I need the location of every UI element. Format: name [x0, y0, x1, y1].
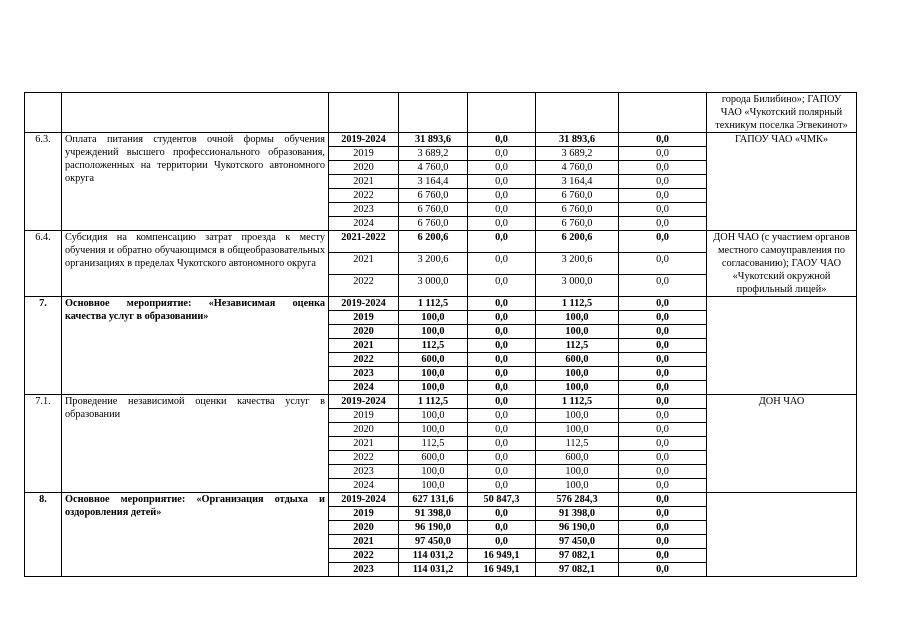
federal-cell: 16 949,1 — [468, 549, 536, 563]
year-cell: 2023 — [329, 203, 399, 217]
section-name: Оплата питания студентов очной формы обучения учреждений высшего профессионального образования, расположенных на территории Чукотского автономного округа — [62, 133, 329, 231]
other-cell: 0,0 — [619, 203, 707, 217]
other-cell: 0,0 — [619, 189, 707, 203]
federal-cell: 0,0 — [468, 325, 536, 339]
other-cell: 0,0 — [619, 479, 707, 493]
okrug-cell: 100,0 — [536, 409, 619, 423]
okrug-cell: 100,0 — [536, 311, 619, 325]
federal-cell: 0,0 — [468, 367, 536, 381]
other-cell: 0,0 — [619, 395, 707, 409]
okrug-cell: 600,0 — [536, 451, 619, 465]
year-cell: 2019 — [329, 311, 399, 325]
okrug-cell: 3 200,6 — [536, 253, 619, 275]
okrug-cell: 6 200,6 — [536, 231, 619, 253]
year-cell: 2022 — [329, 451, 399, 465]
other-cell: 0,0 — [619, 507, 707, 521]
okrug-cell: 4 760,0 — [536, 161, 619, 175]
other-cell: 0,0 — [619, 297, 707, 311]
total-cell: 3 000,0 — [399, 275, 468, 297]
total-cell: 1 112,5 — [399, 395, 468, 409]
total-cell: 114 031,2 — [399, 549, 468, 563]
federal-cell: 0,0 — [468, 217, 536, 231]
okrug-cell: 6 760,0 — [536, 189, 619, 203]
okrug-cell: 3 000,0 — [536, 275, 619, 297]
section-number: 7. — [25, 297, 62, 395]
year-cell: 2022 — [329, 549, 399, 563]
cell-fed — [468, 93, 536, 133]
other-cell: 0,0 — [619, 437, 707, 451]
federal-cell: 0,0 — [468, 275, 536, 297]
federal-cell: 0,0 — [468, 507, 536, 521]
total-cell: 3 689,2 — [399, 147, 468, 161]
total-cell: 6 760,0 — [399, 189, 468, 203]
okrug-cell: 100,0 — [536, 325, 619, 339]
okrug-cell: 100,0 — [536, 381, 619, 395]
total-cell: 31 893,6 — [399, 133, 468, 147]
total-cell: 100,0 — [399, 479, 468, 493]
other-cell: 0,0 — [619, 231, 707, 253]
federal-cell: 0,0 — [468, 437, 536, 451]
total-cell: 100,0 — [399, 423, 468, 437]
section-number: 6.3. — [25, 133, 62, 231]
okrug-cell: 100,0 — [536, 479, 619, 493]
year-cell: 2023 — [329, 563, 399, 577]
year-cell: 2023 — [329, 367, 399, 381]
okrug-cell: 31 893,6 — [536, 133, 619, 147]
total-cell: 1 112,5 — [399, 297, 468, 311]
other-cell: 0,0 — [619, 423, 707, 437]
section-responsible — [707, 297, 857, 395]
cell-total — [399, 93, 468, 133]
other-cell: 0,0 — [619, 535, 707, 549]
total-cell: 600,0 — [399, 451, 468, 465]
total-cell: 6 760,0 — [399, 203, 468, 217]
other-cell: 0,0 — [619, 275, 707, 297]
other-cell: 0,0 — [619, 217, 707, 231]
okrug-cell: 112,5 — [536, 339, 619, 353]
total-cell: 114 031,2 — [399, 563, 468, 577]
other-cell: 0,0 — [619, 353, 707, 367]
other-cell: 0,0 — [619, 549, 707, 563]
other-cell: 0,0 — [619, 339, 707, 353]
total-cell: 100,0 — [399, 311, 468, 325]
okrug-cell: 1 112,5 — [536, 297, 619, 311]
section-responsible: ДОН ЧАО — [707, 395, 857, 493]
year-cell: 2019 — [329, 409, 399, 423]
year-cell: 2020 — [329, 161, 399, 175]
year-cell: 2022 — [329, 189, 399, 203]
year-cell: 2023 — [329, 465, 399, 479]
okrug-cell: 576 284,3 — [536, 493, 619, 507]
total-cell: 4 760,0 — [399, 161, 468, 175]
table-row — [25, 231, 857, 253]
okrug-cell: 112,5 — [536, 437, 619, 451]
year-cell: 2024 — [329, 217, 399, 231]
year-cell: 2019-2024 — [329, 493, 399, 507]
federal-cell: 0,0 — [468, 353, 536, 367]
okrug-cell: 91 398,0 — [536, 507, 619, 521]
table-row — [25, 133, 857, 147]
okrug-cell: 100,0 — [536, 465, 619, 479]
year-cell: 2021 — [329, 535, 399, 549]
year-cell: 2021 — [329, 175, 399, 189]
cell-okr — [536, 93, 619, 133]
cell-responsible: города Билибино»; ГАПОУ ЧАО «Чукотский полярный техникум поселка Эгвекинот» — [707, 93, 857, 133]
federal-cell: 0,0 — [468, 189, 536, 203]
total-cell: 100,0 — [399, 367, 468, 381]
total-cell: 3 164,4 — [399, 175, 468, 189]
other-cell: 0,0 — [619, 465, 707, 479]
continuation-row — [25, 93, 857, 133]
cell-year — [329, 93, 399, 133]
other-cell: 0,0 — [619, 381, 707, 395]
federal-cell: 0,0 — [468, 147, 536, 161]
federal-cell: 0,0 — [468, 381, 536, 395]
okrug-cell: 97 082,1 — [536, 563, 619, 577]
federal-cell: 0,0 — [468, 161, 536, 175]
year-cell: 2021-2022 — [329, 231, 399, 253]
other-cell: 0,0 — [619, 133, 707, 147]
section-number: 8. — [25, 493, 62, 577]
other-cell: 0,0 — [619, 311, 707, 325]
section-responsible — [707, 493, 857, 577]
total-cell: 97 450,0 — [399, 535, 468, 549]
federal-cell: 0,0 — [468, 409, 536, 423]
total-cell: 6 200,6 — [399, 231, 468, 253]
table-row — [25, 395, 857, 409]
total-cell: 100,0 — [399, 381, 468, 395]
total-cell: 100,0 — [399, 465, 468, 479]
year-cell: 2021 — [329, 339, 399, 353]
federal-cell: 0,0 — [468, 395, 536, 409]
total-cell: 100,0 — [399, 409, 468, 423]
okrug-cell: 97 450,0 — [536, 535, 619, 549]
year-cell: 2021 — [329, 253, 399, 275]
total-cell: 600,0 — [399, 353, 468, 367]
okrug-cell: 600,0 — [536, 353, 619, 367]
other-cell: 0,0 — [619, 367, 707, 381]
okrug-cell: 100,0 — [536, 367, 619, 381]
total-cell: 112,5 — [399, 437, 468, 451]
federal-cell: 0,0 — [468, 479, 536, 493]
total-cell: 6 760,0 — [399, 217, 468, 231]
total-cell: 627 131,6 — [399, 493, 468, 507]
year-cell: 2024 — [329, 479, 399, 493]
year-cell: 2021 — [329, 437, 399, 451]
year-cell: 2020 — [329, 521, 399, 535]
federal-cell: 0,0 — [468, 423, 536, 437]
section-number: 7.1. — [25, 395, 62, 493]
okrug-cell: 3 164,4 — [536, 175, 619, 189]
year-cell: 2020 — [329, 423, 399, 437]
federal-cell: 0,0 — [468, 465, 536, 479]
total-cell: 3 200,6 — [399, 253, 468, 275]
cell-name — [62, 93, 329, 133]
federal-cell: 0,0 — [468, 311, 536, 325]
year-cell: 2019-2024 — [329, 133, 399, 147]
federal-cell: 0,0 — [468, 521, 536, 535]
other-cell: 0,0 — [619, 563, 707, 577]
other-cell: 0,0 — [619, 147, 707, 161]
year-cell: 2022 — [329, 353, 399, 367]
section-responsible: ГАПОУ ЧАО «ЧМК» — [707, 133, 857, 231]
total-cell: 112,5 — [399, 339, 468, 353]
other-cell: 0,0 — [619, 325, 707, 339]
federal-cell: 0,0 — [468, 339, 536, 353]
section-number: 6.4. — [25, 231, 62, 297]
okrug-cell: 96 190,0 — [536, 521, 619, 535]
year-cell: 2019 — [329, 147, 399, 161]
year-cell: 2022 — [329, 275, 399, 297]
total-cell: 96 190,0 — [399, 521, 468, 535]
other-cell: 0,0 — [619, 493, 707, 507]
other-cell: 0,0 — [619, 253, 707, 275]
federal-cell: 0,0 — [468, 451, 536, 465]
cell-other — [619, 93, 707, 133]
federal-cell: 50 847,3 — [468, 493, 536, 507]
federal-cell: 0,0 — [468, 175, 536, 189]
okrug-cell: 6 760,0 — [536, 203, 619, 217]
year-cell: 2019-2024 — [329, 395, 399, 409]
federal-cell: 0,0 — [468, 231, 536, 253]
budget-table — [24, 92, 857, 577]
table-row — [25, 297, 857, 311]
federal-cell: 0,0 — [468, 297, 536, 311]
section-responsible: ДОН ЧАО (с участием органов местного самоуправления по согласованию); ГАОУ ЧАО «Чукотский окружной профильный лицей» — [707, 231, 857, 297]
federal-cell: 0,0 — [468, 253, 536, 275]
total-cell: 91 398,0 — [399, 507, 468, 521]
okrug-cell: 97 082,1 — [536, 549, 619, 563]
other-cell: 0,0 — [619, 175, 707, 189]
year-cell: 2020 — [329, 325, 399, 339]
okrug-cell: 100,0 — [536, 423, 619, 437]
other-cell: 0,0 — [619, 409, 707, 423]
federal-cell: 16 949,1 — [468, 563, 536, 577]
okrug-cell: 1 112,5 — [536, 395, 619, 409]
okrug-cell: 6 760,0 — [536, 217, 619, 231]
other-cell: 0,0 — [619, 451, 707, 465]
other-cell: 0,0 — [619, 161, 707, 175]
okrug-cell: 3 689,2 — [536, 147, 619, 161]
federal-cell: 0,0 — [468, 203, 536, 217]
section-name: Проведение независимой оценки качества услуг в образовании — [62, 395, 329, 493]
section-name: Субсидия на компенсацию затрат проезда к месту обучения и обратно обучающимся в общеобразовательных организациях в пределах Чукотского автономного округа — [62, 231, 329, 297]
year-cell: 2019 — [329, 507, 399, 521]
other-cell: 0,0 — [619, 521, 707, 535]
year-cell: 2024 — [329, 381, 399, 395]
federal-cell: 0,0 — [468, 133, 536, 147]
cell-no — [25, 93, 62, 133]
federal-cell: 0,0 — [468, 535, 536, 549]
table-row — [25, 493, 857, 507]
year-cell: 2019-2024 — [329, 297, 399, 311]
total-cell: 100,0 — [399, 325, 468, 339]
section-name: Основное мероприятие: «Организация отдыха и оздоровления детей» — [62, 493, 329, 577]
section-name: Основное мероприятие: «Независимая оценка качества услуг в образовании» — [62, 297, 329, 395]
